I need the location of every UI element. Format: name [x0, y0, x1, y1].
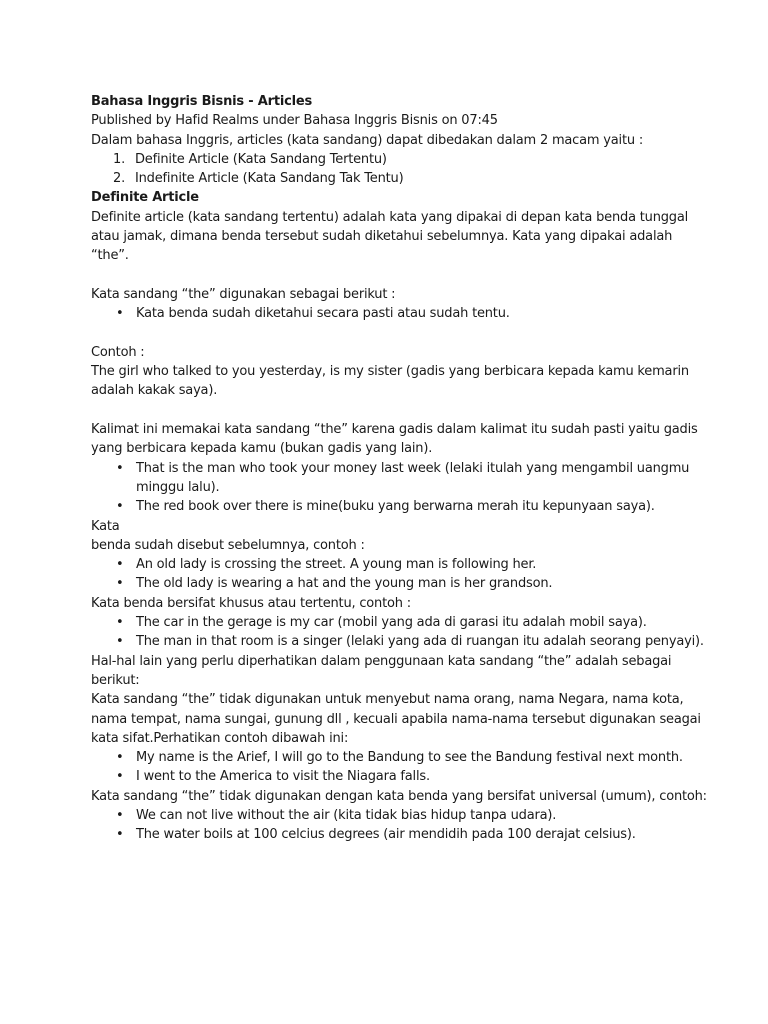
benda-sudah-line: benda sudah disebut sebelumnya, contoh :	[91, 537, 365, 553]
list-item-text: We can not live without the air (kita tidak bias hidup tanpa udara).	[136, 807, 557, 823]
list-item-text: Indefinite Article (Kata Sandang Tak Tentu)	[135, 171, 404, 187]
list-item-text: My name is the Arief, I will go to the Bandung to see the Bandung festival next month.	[136, 750, 683, 766]
article-types-list	[91, 150, 708, 189]
bullet-glyph: •	[116, 807, 124, 823]
bullet-glyph: •	[116, 769, 124, 785]
khusus-line: Kata benda bersifat khusus atau tertentu, contoh :	[91, 595, 411, 611]
list-item	[91, 555, 708, 574]
contoh-label: Contoh :	[91, 344, 145, 360]
nama-bullets	[91, 748, 708, 787]
list-item	[91, 806, 708, 825]
list-item-text: An old lady is crossing the street. A young man is following her.	[136, 557, 537, 573]
definite-heading: Definite Article	[91, 190, 199, 206]
list-number: 1.	[113, 151, 126, 167]
list-item	[91, 169, 708, 188]
bullet-glyph: •	[116, 750, 124, 766]
list-item-text: I went to the America to visit the Niagara falls.	[136, 769, 430, 785]
explanation-bullets	[91, 459, 708, 517]
bullet-glyph: •	[116, 499, 124, 515]
bullet-glyph: •	[116, 827, 124, 843]
list-item-text: The old lady is wearing a hat and the young man is her grandson.	[136, 576, 553, 592]
tidak-nama-paragraph: Kata sandang “the” tidak digunakan untuk menyebut nama orang, nama Negara, nama kota, nama tempat, nama sungai, gunung dll , kecuali apabila nama-nama tersebut digunakan seagai kata sifat.Perhatikan contoh dibawah ini:	[91, 692, 701, 746]
list-item	[91, 748, 708, 767]
list-item	[91, 574, 708, 593]
list-item	[91, 825, 708, 844]
list-item	[91, 767, 708, 786]
spacer	[91, 266, 708, 285]
bullet-glyph: •	[116, 460, 124, 476]
list-item	[91, 459, 708, 498]
example-sentence: The girl who talked to you yesterday, is my sister (gadis yang berbicara kepada kamu kemarin adalah kakak saya).	[91, 364, 689, 399]
khusus-bullets	[91, 613, 708, 652]
list-item-text: That is the man who took your money last week (lelaki itulah yang mengambil uangmu minggu lalu).	[136, 460, 690, 495]
list-item	[91, 150, 708, 169]
bullet-glyph: •	[116, 306, 124, 322]
spacer	[91, 324, 708, 343]
tidak-universal-paragraph: Kata sandang “the” tidak digunakan dengan kata benda yang bersifat universal (umum), contoh:	[91, 788, 707, 804]
intro-paragraph: Dalam bahasa Inggris, articles (kata sandang) dapat dibedakan dalam 2 macam yaitu :	[91, 132, 644, 148]
bullet-glyph: •	[116, 634, 124, 650]
hal-lain-paragraph: Hal-hal lain yang perlu diperhatikan dalam penggunaan kata sandang “the” adalah sebagai berikut:	[91, 653, 672, 688]
list-item-text: The water boils at 100 celcius degrees (air mendidih pada 100 derajat celsius).	[136, 827, 636, 843]
list-item	[91, 632, 708, 651]
spacer	[91, 401, 708, 420]
published-line: Published by Hafid Realms under Bahasa Inggris Bisnis on 07:45	[91, 113, 498, 129]
list-item	[91, 613, 708, 632]
list-item	[91, 497, 708, 516]
list-item-text: Kata benda sudah diketahui secara pasti atau sudah tentu.	[136, 306, 510, 322]
usage-intro: Kata sandang “the” digunakan sebagai berikut :	[91, 286, 396, 302]
list-item-text: The red book over there is mine(buku yang berwarna merah itu kepunyaan saya).	[136, 499, 655, 515]
list-item-text: The man in that room is a singer (lelaki yang ada di ruangan itu adalah seorang penyayi).	[136, 634, 704, 650]
list-item-text: The car in the gerage is my car (mobil yang ada di garasi itu adalah mobil saya).	[136, 615, 647, 631]
list-number: 2.	[113, 171, 126, 187]
explanation-paragraph: Kalimat ini memakai kata sandang “the” karena gadis dalam kalimat itu sudah pasti yaitu gadis yang berbicara kepada kamu (bukan gadis yang lain).	[91, 422, 698, 457]
definite-description: Definite article (kata sandang tertentu) adalah kata yang dipakai di depan kata benda tunggal atau jamak, dimana benda tersebut sudah diketahui sebelumnya. Kata yang dipakai adalah “the”.	[91, 209, 689, 264]
kata-line: Kata	[91, 518, 120, 534]
bullet-glyph: •	[116, 557, 124, 573]
bullet-glyph: •	[116, 615, 124, 631]
document-title: Bahasa Inggris Bisnis - Articles	[91, 94, 313, 109]
list-item	[91, 304, 708, 323]
bullet-glyph: •	[116, 576, 124, 592]
universal-bullets	[91, 806, 708, 845]
benda-bullets	[91, 555, 708, 594]
usage-bullets	[91, 304, 708, 323]
list-item-text: Definite Article (Kata Sandang Tertentu)	[135, 151, 387, 167]
